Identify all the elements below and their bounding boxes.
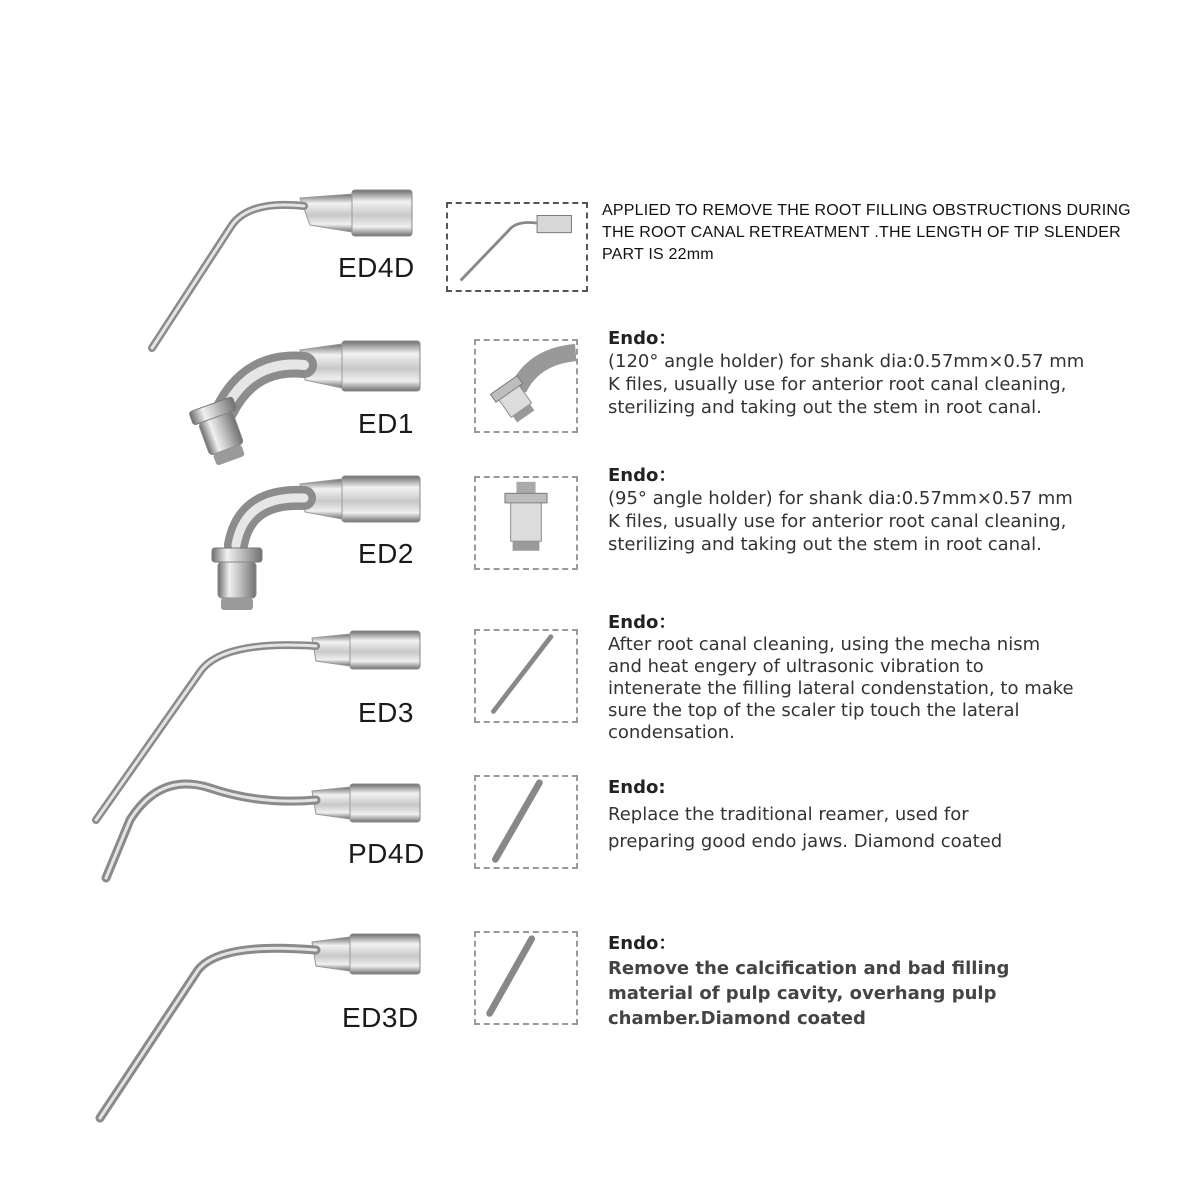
description-ed3d <box>608 931 1018 1031</box>
thumbnail-pd4d <box>474 775 578 869</box>
description-heading: Endo： <box>608 612 677 633</box>
description-heading: Endo： <box>608 933 677 954</box>
description-ed2 <box>608 464 1078 556</box>
model-label-ed3: ED3 <box>358 697 414 728</box>
diamond-coated-tip-icon <box>476 933 576 1023</box>
angled-condenser-tip-icon <box>476 631 576 721</box>
thumbnail-ed4d <box>446 202 588 292</box>
slender-angled-tip-icon <box>448 204 586 290</box>
description-heading: Endo： <box>608 465 677 486</box>
description-text: Replace the traditional reamer, used for preparing good endo jaws. Diamond coated <box>608 804 1003 852</box>
model-label-ed3d: ED3D <box>342 1002 419 1033</box>
thumbnail-ed3 <box>474 629 578 723</box>
model-label-ed4d: ED4D <box>338 252 415 283</box>
thumbnail-ed3d <box>474 931 578 1025</box>
description-text: APPLIED TO REMOVE THE ROOT FILLING OBSTRUCTIONS DURING THE ROOT CANAL RETREATMENT .THE LENGTH OF TIP SLENDER PART IS 22mm <box>602 202 1131 263</box>
120-degree-holder-tip-icon <box>476 341 576 431</box>
model-label-ed1: ED1 <box>358 408 414 439</box>
description-pd4d <box>608 774 1008 855</box>
description-heading: Endo: <box>608 777 666 798</box>
description-ed3 <box>608 612 1078 744</box>
thumbnail-ed2 <box>474 476 578 570</box>
thumbnail-ed1 <box>474 339 578 433</box>
description-text: (95° angle holder) for shank dia:0.57mm×0.57 mm K files, usually use for anterior root canal cleaning, sterilizing and taking out the stem in root canal. <box>608 488 1073 555</box>
description-heading: Endo： <box>608 328 677 349</box>
description-text: (120° angle holder) for shank dia:0.57mm×0.57 mm K files, usually use for anterior root canal cleaning, sterilizing and taking out the stem in root canal. <box>608 351 1085 418</box>
model-label-pd4d: PD4D <box>348 838 425 869</box>
description-text: Remove the calcification and bad filling material of pulp cavity, overhang pulp chamber.Diamond coated <box>608 958 1010 1029</box>
curved-reamer-tip-icon <box>476 777 576 867</box>
description-ed4d <box>602 200 1142 266</box>
ed1-tip-icon <box>189 341 420 469</box>
description-text: After root canal cleaning, using the mecha nism and heat engery of ultrasonic vibration to intenerate the filling lateral condenstation, to make sure the top of the scaler tip touch the lateral condensation. <box>608 634 1074 743</box>
model-label-ed2: ED2 <box>358 538 414 569</box>
95-degree-holder-tip-icon <box>476 478 576 568</box>
description-ed1 <box>608 327 1088 419</box>
